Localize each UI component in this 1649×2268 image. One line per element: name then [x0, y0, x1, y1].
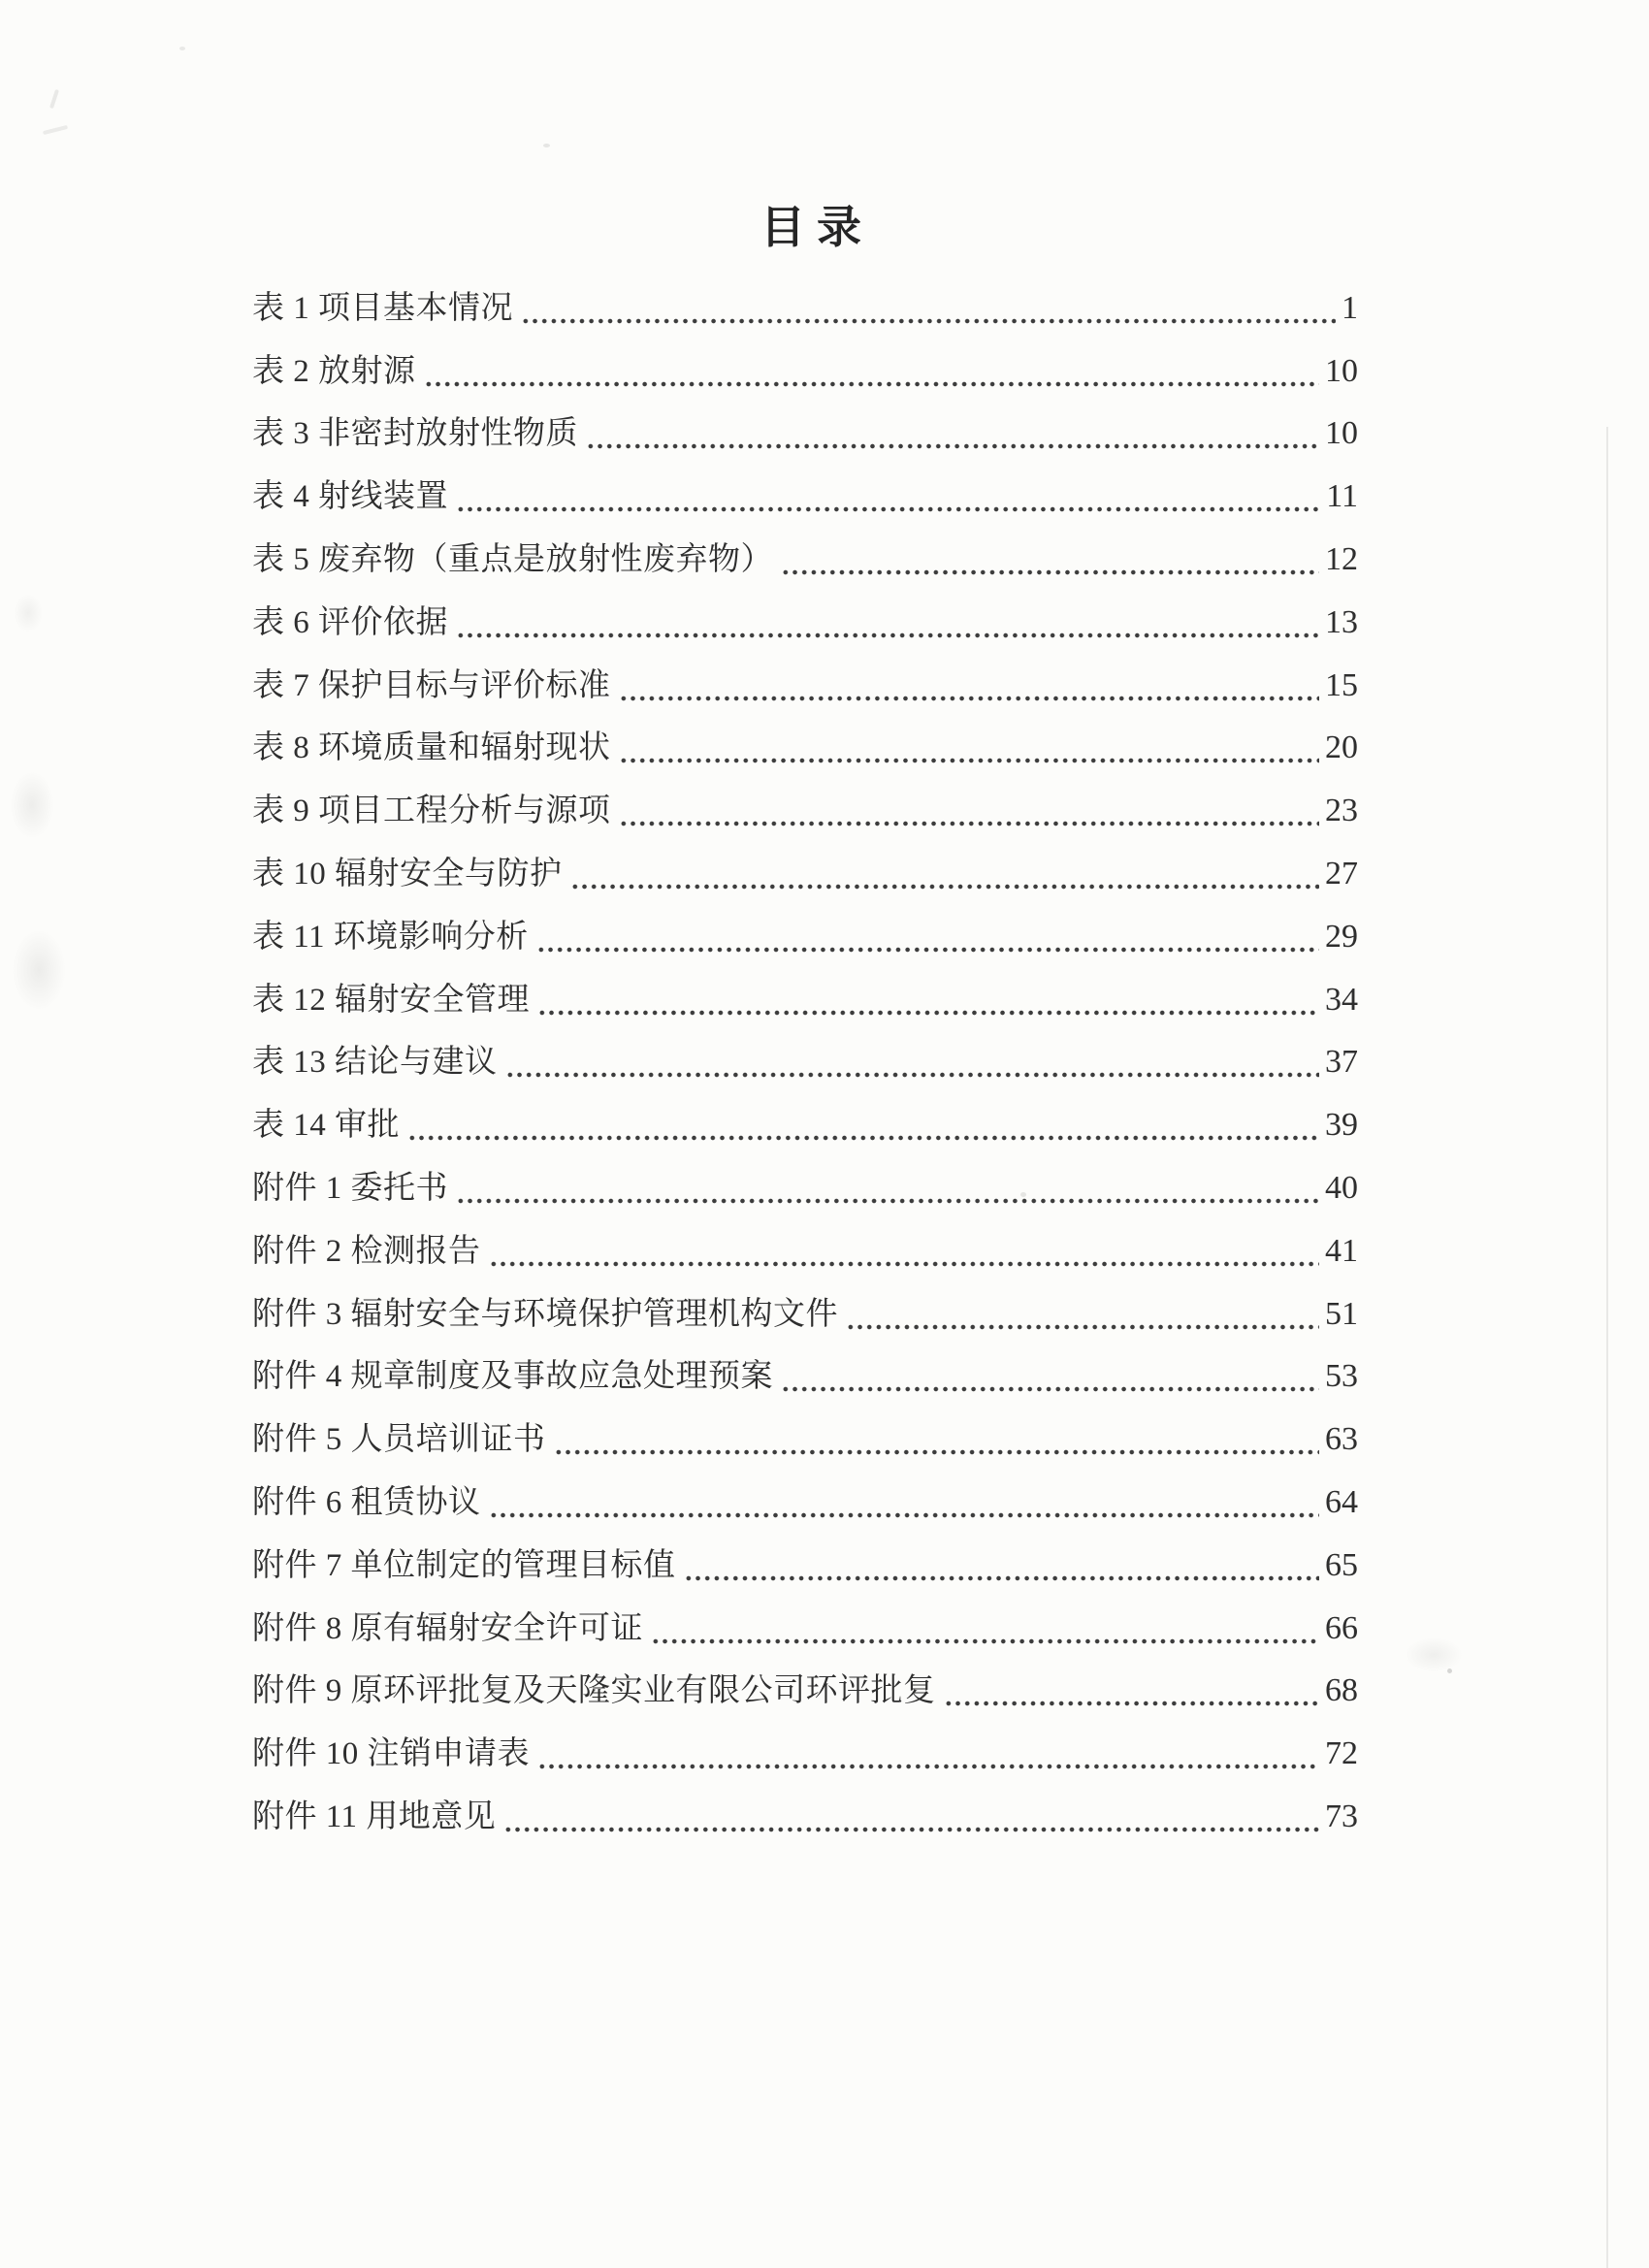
toc-entry-page: 73 — [1325, 1798, 1358, 1834]
toc-entry-label: 附件 10 注销申请表 — [252, 1736, 530, 1772]
toc-entry-page: 66 — [1325, 1609, 1358, 1646]
toc-leader-dots — [781, 569, 1319, 575]
toc-leader-dots — [456, 632, 1319, 638]
toc-entry — [252, 778, 1358, 841]
toc-entry — [252, 716, 1358, 779]
toc-entry-page: 12 — [1325, 540, 1358, 577]
toc-entry-label: 表 10 辐射安全与防护 — [252, 856, 563, 891]
toc-leader-dots — [456, 506, 1320, 512]
toc-entry-label: 附件 9 原环评批复及天隆实业有限公司环评批复 — [252, 1673, 936, 1709]
scan-artifact — [12, 929, 66, 1011]
toc-leader-dots — [619, 821, 1320, 826]
toc-entry-page: 15 — [1325, 666, 1358, 703]
page-title: 目录 — [760, 203, 873, 252]
toc-entry — [252, 1596, 1358, 1659]
toc-entry-label: 附件 3 辐射安全与环境保护管理机构文件 — [252, 1296, 838, 1332]
toc-entry-label: 表 13 结论与建议 — [252, 1045, 498, 1081]
toc-entry-label: 表 4 射线装置 — [252, 479, 448, 515]
toc-entry-label: 表 14 审批 — [252, 1108, 400, 1144]
toc-entry-page: 29 — [1325, 918, 1358, 955]
toc-entry — [252, 967, 1358, 1030]
toc-entry-label: 附件 4 规章制度及事故应急处理预案 — [252, 1359, 773, 1395]
toc-entry-page: 41 — [1325, 1232, 1358, 1269]
toc-entry-page: 63 — [1325, 1421, 1358, 1458]
toc-entry-page: 13 — [1325, 603, 1358, 640]
toc-entry-label: 附件 7 单位制定的管理目标值 — [252, 1547, 676, 1583]
toc-entry-label: 表 5 废弃物（重点是放射性废弃物） — [252, 541, 773, 577]
toc-leader-dots — [505, 1072, 1320, 1078]
scan-artifact — [179, 47, 185, 50]
toc-entry-page: 1 — [1342, 289, 1358, 326]
toc-entry — [252, 527, 1358, 590]
toc-entry-page: 10 — [1325, 352, 1358, 389]
toc-entry — [252, 1533, 1358, 1596]
toc-entry-page: 40 — [1325, 1169, 1358, 1206]
toc-leader-dots — [537, 1010, 1319, 1016]
toc-leader-dots — [503, 1827, 1319, 1832]
toc-leader-dots — [554, 1449, 1320, 1455]
toc-entry-page: 37 — [1325, 1044, 1358, 1081]
toc-entry-page: 51 — [1325, 1295, 1358, 1332]
toc-entry-label: 表 7 保护目标与评价标准 — [252, 667, 611, 703]
toc-entry-label: 表 8 环境质量和辐射现状 — [252, 730, 611, 766]
toc-entry-page: 20 — [1325, 729, 1358, 766]
toc-entry-label: 表 12 辐射安全管理 — [252, 982, 530, 1018]
toc-leader-dots — [846, 1324, 1319, 1330]
toc-entry — [252, 275, 1358, 339]
toc-list — [252, 275, 1358, 1847]
toc-entry — [252, 1784, 1358, 1847]
toc-entry-label: 附件 11 用地意见 — [252, 1798, 497, 1834]
toc-entry-page: 11 — [1326, 478, 1358, 515]
toc-entry-label: 表 6 评价依据 — [252, 604, 448, 640]
toc-entry-label: 附件 1 委托书 — [252, 1170, 448, 1206]
toc-entry — [252, 1407, 1358, 1470]
toc-entry-page: 23 — [1325, 793, 1358, 829]
scan-artifact — [43, 125, 68, 135]
toc-entry — [252, 1092, 1358, 1155]
toc-leader-dots — [424, 381, 1320, 387]
toc-entry — [252, 1470, 1358, 1533]
toc-entry — [252, 1721, 1358, 1784]
scan-artifact — [543, 144, 550, 147]
toc-entry-label: 表 11 环境影响分析 — [252, 919, 529, 955]
toc-entry-label: 附件 6 租赁协议 — [252, 1484, 481, 1520]
toc-entry-page: 34 — [1325, 981, 1358, 1018]
toc-entry — [252, 653, 1358, 716]
toc-entry-label: 附件 2 检测报告 — [252, 1233, 481, 1269]
toc-leader-dots — [489, 1261, 1320, 1267]
toc-entry-page: 64 — [1325, 1483, 1358, 1520]
toc-entry — [252, 464, 1358, 527]
toc-entry-label: 表 3 非密封放射性物质 — [252, 416, 578, 452]
scan-artifact — [1606, 427, 1608, 2268]
toc-entry-page: 39 — [1325, 1107, 1358, 1144]
scan-artifact — [1447, 1669, 1452, 1673]
toc-entry-label: 附件 5 人员培训证书 — [252, 1422, 546, 1458]
toc-entry — [252, 339, 1358, 402]
toc-leader-dots — [537, 1764, 1319, 1769]
toc-entry-page: 72 — [1325, 1735, 1358, 1772]
toc-entry — [252, 1659, 1358, 1722]
toc-leader-dots — [570, 884, 1320, 890]
toc-leader-dots — [619, 696, 1320, 701]
toc-entry-page: 10 — [1325, 415, 1358, 452]
toc-entry — [252, 402, 1358, 465]
toc-entry — [252, 1281, 1358, 1345]
toc-leader-dots — [489, 1512, 1320, 1518]
toc-leader-dots — [536, 947, 1319, 953]
scan-artifact — [14, 594, 43, 632]
toc-entry-label: 表 9 项目工程分析与源项 — [252, 794, 611, 829]
toc-entry — [252, 1345, 1358, 1408]
toc-entry — [252, 590, 1358, 653]
toc-entry-label: 表 1 项目基本情况 — [252, 290, 513, 326]
scan-artifact — [49, 89, 59, 109]
toc-leader-dots — [586, 443, 1319, 449]
scan-artifact — [10, 771, 54, 839]
toc-leader-dots — [521, 318, 1336, 324]
toc-entry-label: 附件 8 原有辐射安全许可证 — [252, 1610, 643, 1646]
scan-artifact — [1405, 1637, 1463, 1672]
toc-leader-dots — [456, 1198, 1319, 1204]
toc-entry-page: 65 — [1325, 1546, 1358, 1583]
toc-entry — [252, 841, 1358, 904]
toc-entry — [252, 1218, 1358, 1281]
toc-entry-page: 53 — [1325, 1358, 1358, 1395]
toc-entry-page: 68 — [1325, 1672, 1358, 1709]
toc-entry — [252, 1030, 1358, 1093]
toc-entry — [252, 1155, 1358, 1218]
toc-leader-dots — [944, 1701, 1320, 1706]
toc-leader-dots — [684, 1575, 1320, 1581]
toc-leader-dots — [651, 1638, 1319, 1644]
toc-leader-dots — [781, 1386, 1319, 1392]
toc-leader-dots — [407, 1135, 1319, 1141]
toc-leader-dots — [619, 758, 1320, 763]
toc-entry — [252, 904, 1358, 967]
toc-entry-page: 27 — [1325, 855, 1358, 891]
toc-entry-label: 表 2 放射源 — [252, 353, 416, 389]
